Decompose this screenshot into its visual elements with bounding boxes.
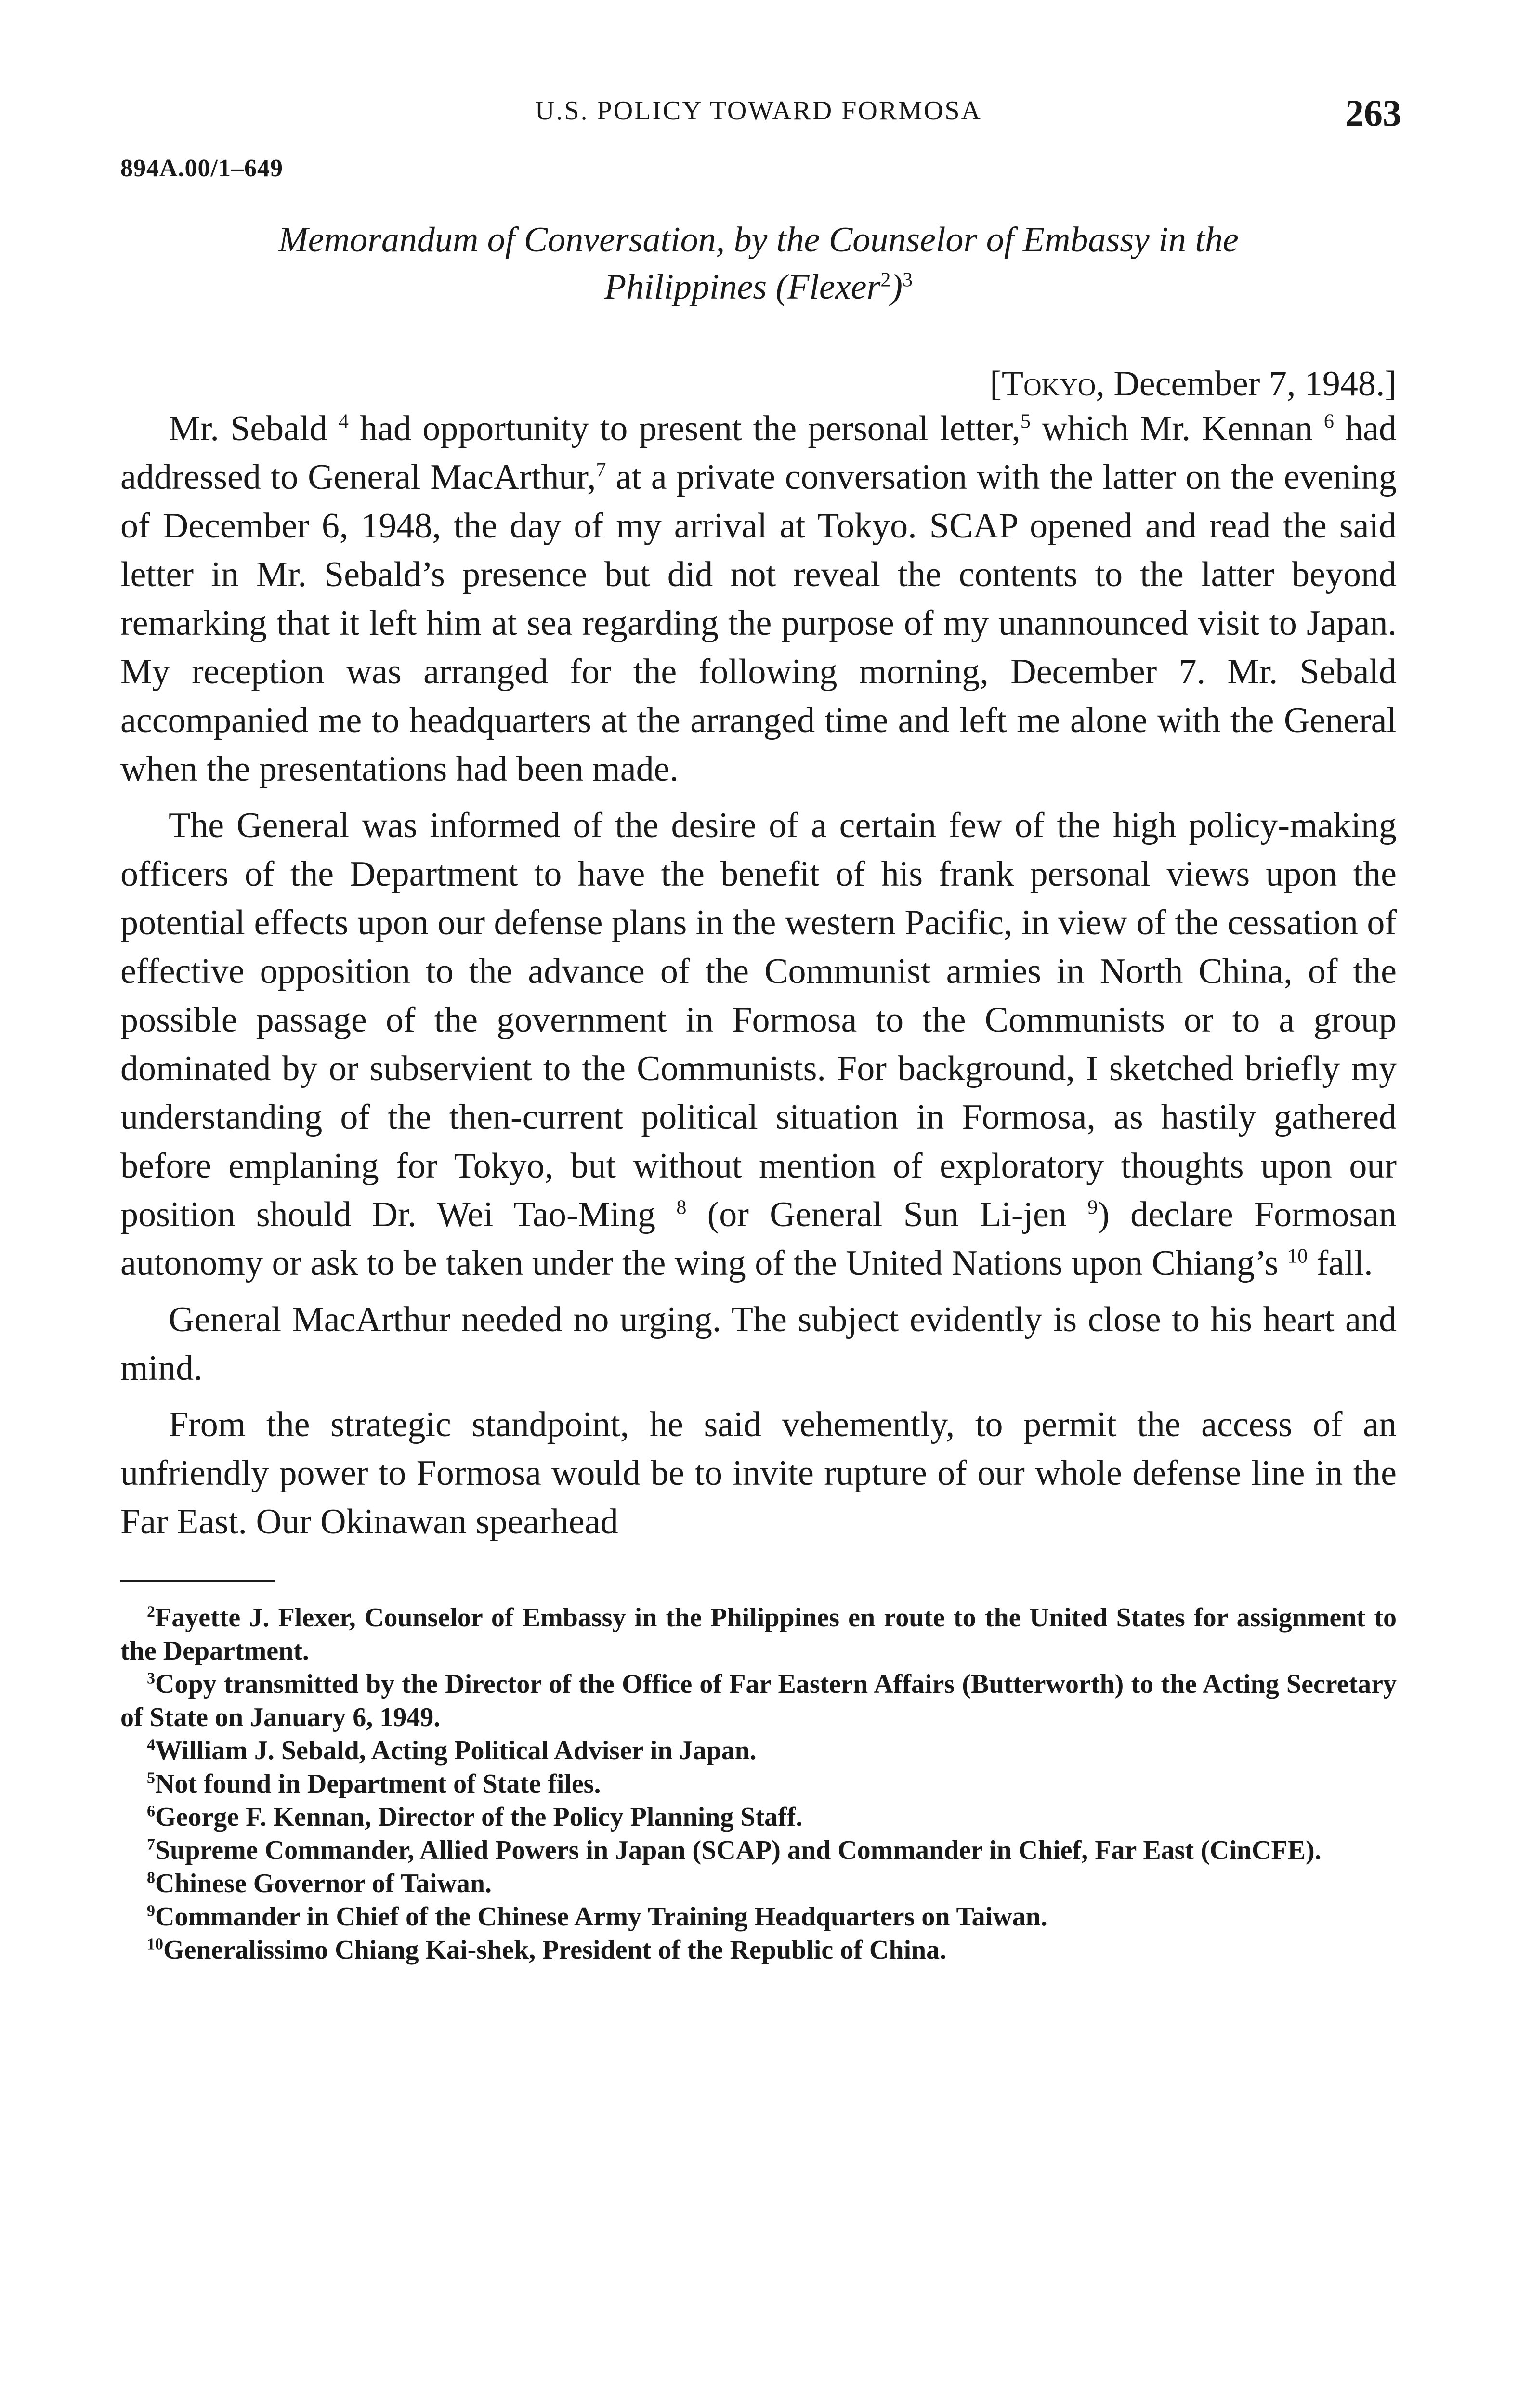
- footnote-number: 5: [147, 1769, 155, 1787]
- footnote-number: 10: [147, 1935, 163, 1953]
- paragraph-text: From the strategic standpoint, he said vehemently, to permit the access of an unfriendly power to Formosa would be to invite rupture of our whole defense line in the Far East. Our Okinawan spearhead: [120, 1405, 1397, 1542]
- body-paragraph: [120, 1400, 1397, 1546]
- footnote: [120, 1834, 1397, 1867]
- document-page: [120, 72, 1401, 1967]
- paragraph-text: ) declare Formosan autonomy or ask to be taken under the wing of the United Nations upon Chiang’s: [120, 1195, 1397, 1283]
- body-paragraph: [120, 405, 1397, 794]
- footnotes: [120, 1601, 1397, 1967]
- running-header: [120, 72, 1401, 144]
- title-close-paren: ): [890, 267, 903, 307]
- footnote-number: 6: [147, 1802, 155, 1820]
- title-line-2: [120, 263, 1397, 311]
- footnote-reference: 9: [1087, 1196, 1098, 1219]
- title-line-1: Memorandum of Conversation, by the Counselor of Embassy in the: [278, 220, 1239, 260]
- footnote: [120, 1801, 1397, 1834]
- body-paragraph: [120, 1296, 1397, 1393]
- footnote-number: 9: [147, 1902, 155, 1920]
- dateline: [120, 364, 1397, 405]
- running-title: U.S. POLICY TOWARD FORMOSA: [535, 96, 982, 126]
- memorandum-body: [120, 405, 1397, 1546]
- footnote-reference: 5: [1020, 410, 1031, 433]
- footnote-text: George F. Kennan, Director of the Policy Planning Staff.: [155, 1802, 803, 1832]
- footnote: [120, 1668, 1397, 1734]
- paragraph-text: which Mr. Kennan: [1030, 409, 1324, 448]
- paragraph-text: had addressed to General MacArthur,: [120, 409, 1397, 497]
- footnote: [120, 1734, 1397, 1767]
- dateline-open: [: [990, 364, 1002, 404]
- paragraph-text: General MacArthur needed no urging. The subject evidently is close to his heart and mind.: [120, 1300, 1397, 1388]
- paragraph-text: Mr. Sebald: [169, 409, 339, 448]
- footnote-text: William J. Sebald, Acting Political Adviser in Japan.: [155, 1736, 757, 1766]
- footnote-text: Commander in Chief of the Chinese Army Training Headquarters on Taiwan.: [155, 1902, 1047, 1932]
- file-number: 894A.00/1–649: [120, 155, 283, 182]
- footnote-reference: 4: [338, 410, 349, 433]
- footnote-reference: 8: [676, 1196, 687, 1219]
- footnote-text: Generalissimo Chiang Kai-shek, President of the Republic of China.: [163, 1935, 947, 1965]
- paragraph-text: (or General Sun Li-jen: [686, 1195, 1088, 1234]
- footnote-text: Not found in Department of State files.: [155, 1769, 601, 1799]
- title-footnote-ref-2: 2: [880, 269, 891, 291]
- paragraph-text: The General was informed of the desire of a certain few of the high policy-making officers of the Department to have the benefit of his frank personal views upon the potential effects upon our defense plans in the western Pacific, in view of the cessation of effective opposition to the advance of the Communist armies in North China, of the possible passage of the government in Formosa to the Communists or to a group dominated by or subservient to the Communists. For background, I sketched briefly my understanding of the then-current political situation in Formosa, as hastily gathered before emplaning for Tokyo, but without mention of exploratory thoughts upon our position should Dr. Wei Tao-Ming: [120, 806, 1397, 1234]
- footnote-divider: [120, 1580, 275, 1582]
- footnote-number: 8: [147, 1869, 155, 1887]
- footnote: [120, 1934, 1397, 1967]
- title-line-2-text: Philippines (Flexer: [604, 267, 881, 307]
- paragraph-text: fall.: [1308, 1243, 1373, 1283]
- paragraph-text: had opportunity to present the personal letter,: [348, 409, 1021, 448]
- footnote-reference: 6: [1323, 410, 1334, 433]
- dateline-place: Tokyo: [1001, 364, 1096, 404]
- footnote-text: Chinese Governor of Taiwan.: [155, 1869, 492, 1898]
- footnote-number: 2: [147, 1603, 155, 1621]
- footnote-number: 3: [147, 1669, 155, 1688]
- body-paragraph: [120, 801, 1397, 1288]
- footnote-text: Fayette J. Flexer, Counselor of Embassy in the Philippines en route to the United States for assignment to the Department.: [120, 1603, 1397, 1666]
- document-title: [120, 216, 1397, 311]
- footnote-number: 4: [147, 1736, 155, 1754]
- dateline-date: , December 7, 1948.]: [1096, 364, 1397, 404]
- footnote-text: Copy transmitted by the Director of the Office of Far Eastern Affairs (Butterworth) to the Acting Secretary of State on January 6, 1949.: [120, 1669, 1397, 1732]
- title-footnote-ref-3: 3: [902, 269, 913, 291]
- footnote: [120, 1767, 1397, 1801]
- footnote: [120, 1867, 1397, 1900]
- footnote-number: 7: [147, 1835, 155, 1854]
- footnote-text: Supreme Commander, Allied Powers in Japan (SCAP) and Commander in Chief, Far East (CinCFE).: [155, 1835, 1322, 1865]
- paragraph-text: at a private conversation with the latter on the evening of December 6, 1948, the day of my arrival at Tokyo. SCAP opened and read the said letter in Mr. Sebald’s presence but did not reveal the contents to the latter beyond remarking that it left him at sea regarding the purpose of my unannounced visit to Japan. My reception was arranged for the following morning, December 7. Mr. Sebald accompanied me to headquarters at the arranged time and left me alone with the General when the presentations had been made.: [120, 458, 1397, 789]
- footnote-reference: 10: [1287, 1245, 1308, 1268]
- footnote: [120, 1900, 1397, 1934]
- page-number: 263: [1345, 92, 1401, 134]
- footnote-reference: 7: [596, 459, 606, 482]
- footnote: [120, 1601, 1397, 1668]
